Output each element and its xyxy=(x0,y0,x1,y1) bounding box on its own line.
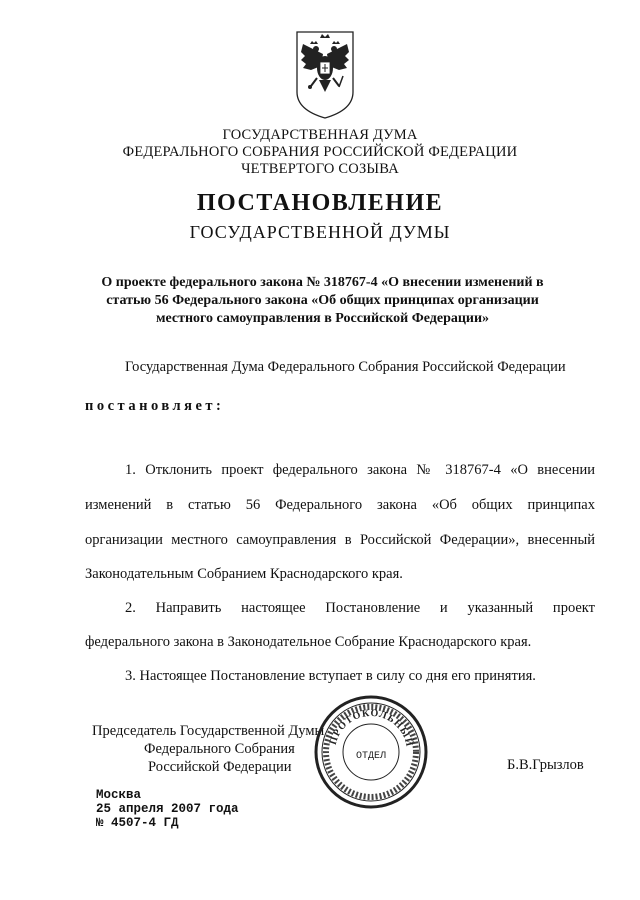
preamble-text: Государственная Дума Федерального Собрания Российской Федерации xyxy=(125,359,566,375)
resolves-text: постановляет: xyxy=(85,398,225,414)
footer-number: № 4507-4 ГД xyxy=(96,816,179,830)
position-line-1: Председатель Государственной Думы xyxy=(92,723,325,739)
svg-text:ПРОТОКОЛЬНЫЙ: ПРОТОКОЛЬНЫЙ xyxy=(327,707,415,749)
signatory-name: Б.В.Грызлов xyxy=(507,757,584,773)
footer-date: 25 апреля 2007 года xyxy=(96,802,239,816)
footer-city: Москва xyxy=(96,788,142,802)
subject-line-2: статью 56 Федерального закона «Об общих принципах организации xyxy=(106,293,539,308)
subject-line-3: местного самоуправления в Российской Федерации» xyxy=(155,311,490,326)
svg-text:ОТДЕЛ: ОТДЕЛ xyxy=(355,751,387,762)
org-line-3: ЧЕТВЕРТОГО СОЗЫВА xyxy=(241,161,399,177)
item-1-line-4: Законодательным Собранием Краснодарского края. xyxy=(85,566,403,582)
item-1-line-3: организации местного самоуправления в Российской Федерации», внесенный xyxy=(85,532,595,548)
item-2-line-2: федерального закона в Законодательное Собрание Краснодарского края. xyxy=(85,634,532,650)
document-subject xyxy=(95,274,550,328)
round-seal-stamp-icon xyxy=(313,694,429,810)
subject-line-1: О проекте федерального закона № 318767-4 «О внесении изменений в xyxy=(101,275,544,290)
item-3-text: 3. Настоящее Постановление вступает в силу со дня его принятия. xyxy=(125,668,536,684)
item-1-line-2: изменений в статью 56 Федерального закона «Об общих принципах xyxy=(85,497,595,513)
russian-coat-of-arms-icon xyxy=(293,30,357,120)
item-2-line-1: 2. Направить настоящее Постановление и указанный проект xyxy=(125,600,595,616)
position-line-2: Федерального Собрания xyxy=(144,741,295,757)
org-line-1: ГОСУДАРСТВЕННАЯ ДУМА xyxy=(222,127,418,143)
document-subtitle: ГОСУДАРСТВЕННОЙ ДУМЫ xyxy=(189,222,451,242)
item-1-line-1: 1. Отклонить проект федерального закона № 318767-4 «О внесении xyxy=(125,462,595,478)
document-title: ПОСТАНОВЛЕНИЕ xyxy=(196,190,444,216)
org-line-2: ФЕДЕРАЛЬНОГО СОБРАНИЯ РОССИЙСКОЙ ФЕДЕРАЦИИ xyxy=(122,144,518,160)
signatory-position xyxy=(92,722,342,776)
position-line-3: Российской Федерации xyxy=(148,759,292,775)
